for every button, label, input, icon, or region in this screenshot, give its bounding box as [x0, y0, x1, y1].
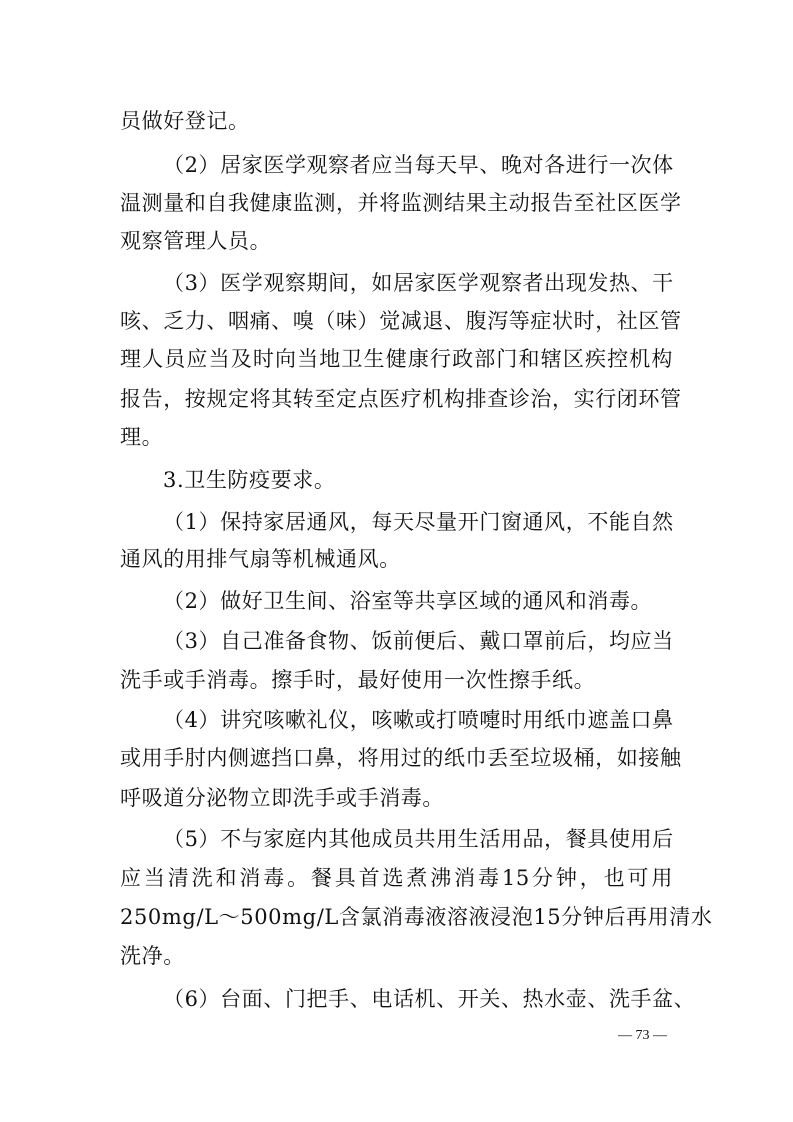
- text-line: 应当清洗和消毒。餐具首选煮沸消毒15分钟，也可用: [120, 866, 673, 890]
- text-line: （5）不与家庭内其他成员共用生活用品，餐具使用后: [163, 827, 674, 851]
- text-line: 洗净。: [120, 944, 185, 968]
- text-line: 观察管理人员。: [120, 229, 272, 253]
- text-line: 员做好登记。: [120, 109, 250, 133]
- text-line: 或用手肘内侧遮挡口鼻，将用过的纸巾丢至垃圾桶，如接触: [120, 746, 682, 770]
- text-line: 温测量和自我健康监测，并将监测结果主动报告至社区医学: [120, 191, 682, 215]
- text-line: （4）讲究咳嗽礼仪，咳嗽或打喷嚏时用纸巾遮盖口鼻: [163, 708, 674, 732]
- text-line: 通风的用排气扇等机械通风。: [120, 547, 401, 571]
- text-line: 理人员应当及时向当地卫生健康行政部门和辖区疾控机构: [120, 347, 673, 371]
- text-line: （3）自己准备食物、饭前便后、戴口罩前后，均应当: [163, 629, 674, 653]
- text-line: （2）做好卫生间、浴室等共享区域的通风和消毒。: [163, 589, 653, 613]
- text-line: 呼吸道分泌物立即洗手或手消毒。: [120, 786, 444, 810]
- text-line: （3）医学观察期间，如居家医学观察者出现发热、干: [163, 271, 674, 295]
- text-line: （1）保持家居通风，每天尽量开门窗通风，不能自然: [163, 510, 674, 534]
- text-line: 250mg/L～500mg/L含氯消毒液溶液浸泡15分钟后再用清水: [120, 905, 713, 929]
- text-line: 报告，按规定将其转至定点医疗机构排查诊治，实行闭环管: [120, 387, 682, 411]
- text-line: （2）居家医学观察者应当每天早、晚对各进行一次体: [163, 153, 674, 177]
- page-number: — 73 —: [618, 1028, 667, 1043]
- text-line: 洗手或手消毒。擦手时，最好使用一次性擦手纸。: [120, 668, 596, 692]
- text-line: 理。: [120, 425, 164, 449]
- text-line: （6）台面、门把手、电话机、开关、热水壶、洗手盆、: [163, 987, 696, 1011]
- text-line: 3.卫生防疫要求。: [163, 468, 336, 492]
- text-line: 咳、乏力、咽痛、嗅（味）觉减退、腹泻等症状时，社区管: [120, 309, 682, 333]
